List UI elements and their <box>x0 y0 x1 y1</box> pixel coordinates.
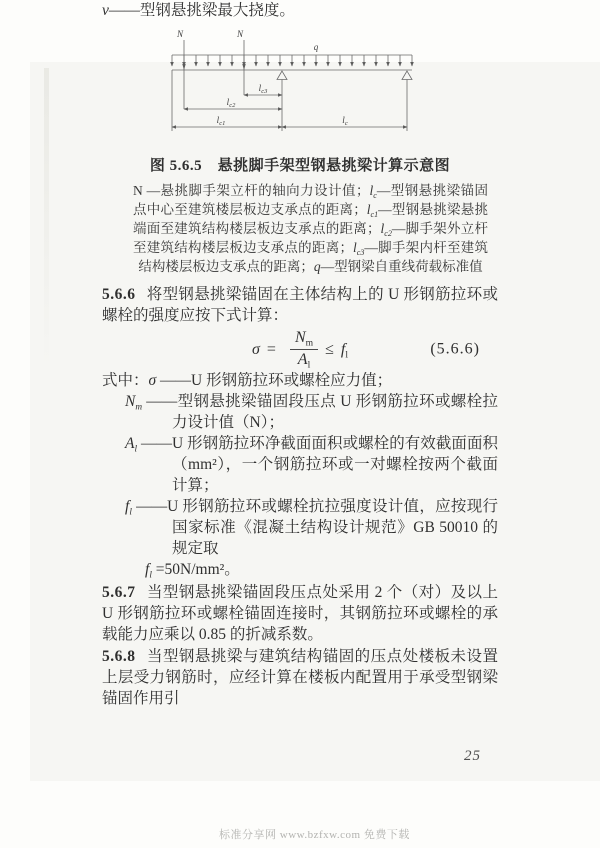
support-triangle-edge <box>277 71 287 131</box>
section-5-6-7 <box>102 582 498 645</box>
section-text: 当型钢悬挑梁锚固段压点处采用 2 个（对）及以上 U 形钢筋拉环或螺栓锚固连接时，其钢筋拉环或螺栓的承载能力应乘以 0.85 的折减系数。 <box>102 584 498 643</box>
fraction <box>290 329 318 369</box>
fl-design-value: $f_l =50N/mm^2$。 <box>145 561 240 581</box>
svg-text:N: N <box>236 29 244 39</box>
section-number: 5.6.8 <box>102 648 136 665</box>
section-5-6-8 <box>102 646 498 709</box>
formula-rhs: $f_l$ <box>340 340 348 360</box>
page-number: 25 <box>464 748 481 764</box>
equation-number: (5.6.6) <box>430 340 480 358</box>
svg-text:N: N <box>176 29 184 39</box>
cantilever-beam-diagram <box>164 27 436 149</box>
support-triangle-anchor <box>402 71 412 131</box>
scan-edge-artifact <box>44 68 49 368</box>
svg-text:lc3: $l_{c3}$ <box>258 83 268 95</box>
svg-text:lc2: $l_{c2}$ <box>226 97 236 109</box>
point-load-N-outer <box>176 29 186 109</box>
formula-lhs: σ <box>252 340 260 358</box>
definition-Nm: $N_m$ ——型钢悬挑梁锚固段压点 U 形钢筋拉环或螺栓拉力设计值（N）； <box>125 393 498 431</box>
section-5-6-6 <box>102 284 498 326</box>
svg-text:lc1: $l_{c1}$ <box>216 115 226 127</box>
definition-Al: $A_l$ ——U 形钢筋拉环净截面面积或螺栓的有效截面面积（mm²），一个钢筋拉环或一对螺栓按两个截面计算； <box>125 435 498 494</box>
dimension-lc3 <box>244 83 282 95</box>
equals-sign: = <box>266 340 276 358</box>
definition-fl: $f_l$ ——U 形钢筋拉环或螺栓抗拉强度设计值，应按现行国家标准《混凝土结构设计规范》GB 50010 的规定取 <box>125 498 498 557</box>
svg-text:lc: $l_c$ <box>342 115 348 127</box>
deflection-symbol-line: v——型钢悬挑梁最大挠度。 <box>102 2 295 19</box>
page-content-column <box>102 0 498 709</box>
figure-notes: N —悬挑脚手架立杆的轴向力设计值；$l_c—$型钢悬挑梁锚固点中心至建筑楼层板边支承点的距离；$l_{c1}—$型钢悬挑梁悬挑端面至建筑结构楼层板边支承点的距离；$l_{c2}—$脚手架外立杆至建筑结构楼层板边支承点的距离；$l_{c3}—$脚手架内杆至建筑结构楼层板边支承点的距离；q—型钢梁自重线荷载标准值 <box>133 183 489 274</box>
section-number: 5.6.6 <box>102 286 136 303</box>
point-load-N-inner <box>236 29 246 95</box>
denominator: $A_l$ <box>297 350 311 370</box>
dimension-lc <box>282 115 407 127</box>
numerator: $N_m$ <box>290 329 318 349</box>
dimension-lc2 <box>184 97 282 109</box>
where-clause: 式中：σ ——U 形钢筋拉环或螺栓应力值； <box>102 372 393 389</box>
section-text: 将型钢悬挑梁锚固在主体结构上的 U 形钢筋拉环或螺栓的强度应按下式计算： <box>102 286 498 324</box>
watermark: 标准分享网 www.bzfxw.com 免费下载 <box>219 829 410 841</box>
dimension-lc1 <box>172 115 282 127</box>
distributed-load-arrows <box>172 55 412 66</box>
figure-caption: 图 5.6.5 悬挑脚手架型钢悬挑梁计算示意图 <box>149 158 451 174</box>
section-text: 当型钢悬挑梁与建筑结构锚固的压点处楼板未设置上层受力钢筋时，应经计算在楼板内配置用于承受型钢梁锚固作用引 <box>102 648 498 707</box>
load-q-label: q <box>313 42 319 52</box>
less-equal-sign: ≤ <box>325 340 334 358</box>
section-number: 5.6.7 <box>102 584 136 601</box>
formula-5-6-6 <box>102 329 498 369</box>
